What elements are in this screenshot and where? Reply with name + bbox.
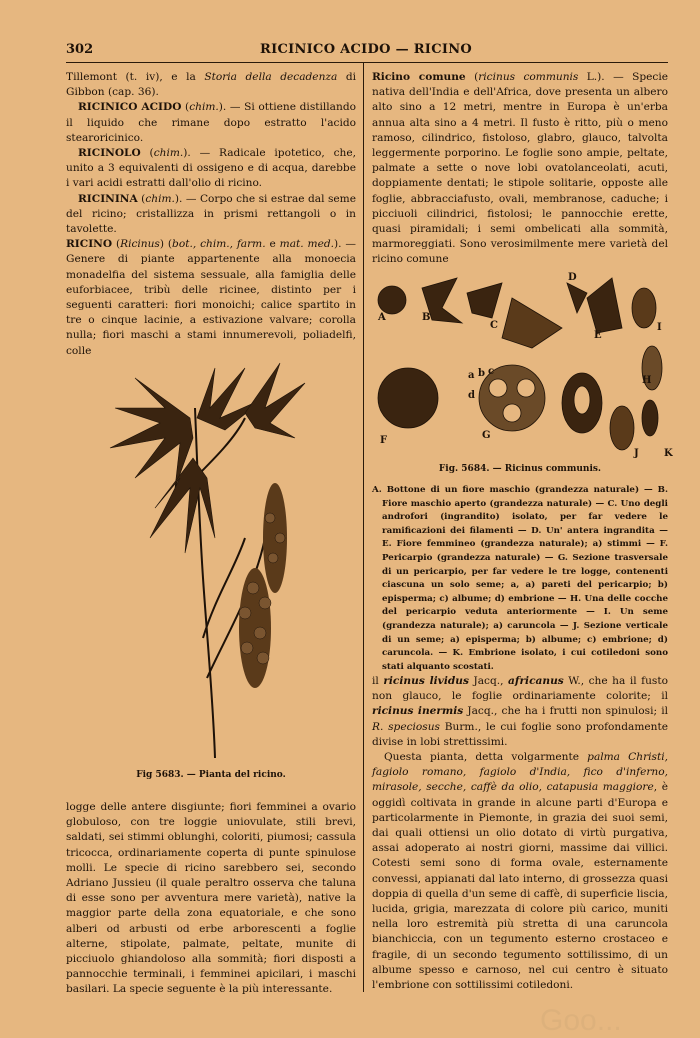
fig2-letter-B: B <box>422 312 431 323</box>
fig2-letter-F: F <box>380 435 388 446</box>
watermark: Goo... <box>540 1004 622 1037</box>
colLtop-paragraph-4: RICINO (Ricinus) (bot., chim., farm. e mat. med.). — Genere di piante appartenente alla monoecia monadelfia del sistema sessuale, alla famiglia delle euforbiacee, tribù delle ricinee, distinto per i seguenti caratteri: fiori monoichi; calice spartito in tre o cinque lacinie, a estivazione valvare; corolla nulla; fiori maschi a stami innumerevoli, poliadelfi, colle <box>66 238 356 357</box>
fig2-letter-I: I <box>657 322 662 333</box>
fig2-letter-C: C <box>490 320 498 331</box>
fig2-letter-J: J <box>634 448 639 459</box>
fig2-legend <box>372 484 668 674</box>
fig2-letter-K: K <box>664 448 673 459</box>
header-rule <box>66 62 668 63</box>
fig1-caption: Fig 5683. — Pianta del ricino. <box>136 770 286 780</box>
running-title: RICINICO ACIDO — RICINO <box>259 42 473 57</box>
fig2-letter-G: G <box>482 430 491 441</box>
left-column-bottom <box>66 800 356 998</box>
colLtop-paragraph-2: RICINOLO (chim.). — Radicale ipotetico, che, unito a 3 equivalenti di ossigeno e di acqua, darebbe i vari acidi estratti dall'olio di ricino. <box>66 147 356 190</box>
fig2-letter-c: c <box>488 366 495 377</box>
right-column-middle <box>372 674 668 993</box>
ricinus-communis-plate <box>372 268 673 460</box>
fig2-letter-E: E <box>594 330 602 341</box>
ricino-comune-paragraph: Ricino comune (ricinus communis L.). — Specie nativa dell'India e dell'Africa, dove presenta un albero alto sino a 12 metri, mentre in Europa è un'erba annua alta sino a 4 metri. Il fusto è ritto, più o meno ramoso, cilindrico, fistoloso, glabro, glauco, talvolta leggermente porporino. Le foglie sono ampie, peltate, palmate a sette o nove lobi ovatolanceolati, acuti, doppiamente dentati; le stipole solitarie, opposte alle foglie, abbracciafusto, ovali, membranose, caduche; i picciuoli cilindrici, fistolosi; le pannocchie erette, quasi piramidali; i semi ombelicati alla sommità, marmoreggiati. Sono verosimilmente mere varietà del ricino comune <box>372 71 668 266</box>
page-number: 302 <box>66 42 94 57</box>
page-header <box>66 40 666 60</box>
fig2-legend-text: A. Bottone di un fiore maschio (grandezza naturale) — B. Fiore maschio aperto (grandezza naturale) — C. Uno degli androfori (ingrandito) isolato, per far vedere le ramificazioni dei filamenti — D. Un' antera ingrandita — E. Fiore femmineo (grandezza naturale); a) stimmi — F. Pericarpio (grandezza naturale) — G. Sezione trasversale di un pericarpio, per far vedere le tre logge, contenenti ciascuna un solo seme; a, a) pareti del pericarpio; b) episperma; c) albume; d) embrione — H. Una delle cocche del pericarpio veduta anteriormente — I. Un seme (grandezza naturale); a) caruncola — J. Sezione verticale di un seme; a) episperma; b) albume; c) embrione; d) caruncola. — K. Embrione isolato, i cui cotiledoni sono stati alquanto scostati. <box>372 485 668 672</box>
colLtop-paragraph-3: RICININA (chim.). — Corpo che si estrae dal seme del ricino; cristallizza in prismi rettangoli o in tavolette. <box>66 192 356 236</box>
colLtop-paragraph-1: RICINICO ACIDO (chim.). — Si ottiene distillando il liquido che rimane dopo estratto l'acido stearoricinico. <box>66 101 356 144</box>
colLtop-paragraph-0: Tillemont (t. iv), e la Storia della decadenza di Gibbon (cap. 36). <box>66 71 357 99</box>
column-divider <box>363 62 364 992</box>
left-bottom-paragraph: logge delle antere disgiunte; fiori femminei a ovario globuloso, con tre loggie uniovulate, stili brevi, saldati, sei stimmi oblunghi, coloriti, piumosi; cassula tricocca, ordinariamente coperta di punte spinulose molli. Le specie di ricino sarebbero sei, secondo Adriano Jussieu (il quale peraltro osserva che taluna di esse sono per avventura mere varietà), native la maggior parte della zona equatoriale, e che sono alberi od arbusti od erbe arborescenti a foglie alterne, stipolate, palmate, peltate, munite di picciuolo ghiandoloso alla sommità; fiori disposti a pannocchie terminali, i femminei apicilari, i maschi basilari. La specie seguente è la più interessante. <box>66 801 356 996</box>
fig2-letter-d: d <box>468 390 475 401</box>
fig2-caption: Fig. 5684. — Ricinus communis. <box>438 464 602 474</box>
fig2-letter-H: H <box>642 375 652 386</box>
fig2-letter-A: A <box>378 312 386 323</box>
castor-plant-illustration <box>95 338 325 763</box>
left-column-top <box>66 70 356 359</box>
right-column-top <box>372 70 668 268</box>
fig2-letter-b: b <box>478 368 485 379</box>
colRmid-paragraph-0: il ricinus lividus Jacq., africanus W., che ha il fusto non glauco, le foglie ordinariamente colorite; il ricinus inermis Jacq., che ha i frutti non spinulosi; il R. speciosus Burm., le cui foglie sono profondamente divise in lobi strettissimi. <box>372 675 668 748</box>
fig2-letter-D: D <box>568 272 577 283</box>
colRmid-paragraph-1: Questa pianta, detta volgarmente palma Christi, fagiolo romano, fagiolo d'India, fico d'inferno, mirasole, secche, caffè da olio, catapusia maggiore, è oggidì coltivata in grande in alcune parti d'Europa e particolarmente in Piemonte, in grazia dei suoi semi, dai quali ottiensi un olio dotato di virtù purgativa, assai adoperato ai nostri giorni, massime dai villici. Cotesti semi sono di forma ovale, esternamente convessi, appianati dal lato interno, di grossezza quasi doppia di quella d'un seme di caffè, di superficie liscia, lucida, grigia, marezzata di colore più carico, muniti nella loro estremità più stretta di una caruncola bianchiccia, con un tegumento esterno crostaceo e fragile, di un secondo tegumento sottilissimo, di un albume spesso e carnoso, nel cui centro è situato l'embrione con sottilissimi cotiledoni. <box>372 751 668 992</box>
fig2-letter-a: a <box>468 370 475 381</box>
